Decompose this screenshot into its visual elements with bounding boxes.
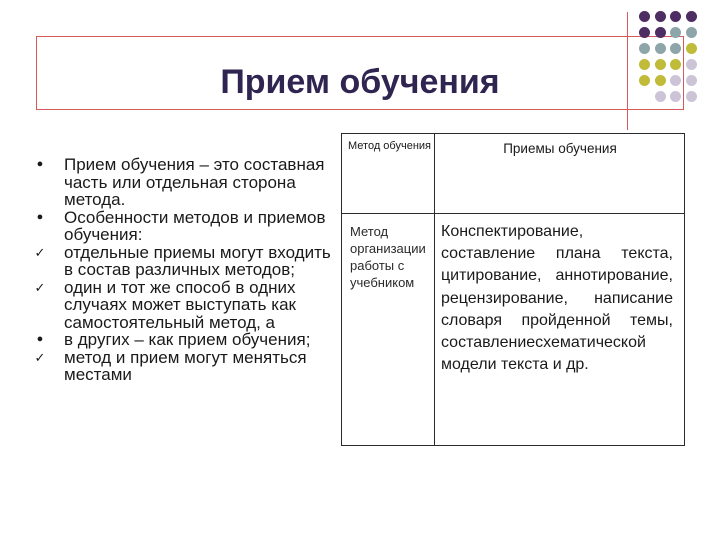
decorative-dot (639, 11, 650, 22)
checkmark-icon: ✓ (34, 349, 46, 365)
bullet-text: Особенности методов и приемов обучения: (64, 207, 326, 244)
decorative-dot (655, 91, 666, 102)
bullet-text: в других – как прием обучения; (64, 330, 311, 349)
decorative-dot (639, 59, 650, 70)
decorative-dot (670, 75, 681, 86)
table-column-divider (434, 134, 435, 445)
bullet-list (32, 156, 338, 384)
decorative-dot (655, 27, 666, 38)
decorative-dot (655, 75, 666, 86)
decorative-dot (655, 11, 666, 22)
bullet-dot-icon: ● (36, 158, 44, 170)
bullet-item (32, 349, 338, 384)
decorative-dot (655, 43, 666, 54)
table-row-divider (342, 213, 684, 214)
bullet-item (32, 156, 338, 209)
methods-table (341, 133, 685, 446)
decorative-dot (670, 43, 681, 54)
bullet-text: один и тот же способ в одних случаях может выступать как самостоятельный метод, а (64, 277, 296, 332)
table-cell-method: Метод организации работы с учебником (350, 224, 426, 290)
decorative-dot (639, 43, 650, 54)
decorative-dot (670, 91, 681, 102)
decorative-dot (670, 59, 681, 70)
decorative-dot (639, 75, 650, 86)
slide-title: Прием обучения (220, 63, 500, 101)
decorative-dot (670, 27, 681, 38)
bullet-item (32, 331, 338, 349)
table-header-techniques: Приемы обучения (503, 141, 617, 156)
bullet-text: Прием обучения – это составная часть или отдельная сторона метода. (64, 155, 325, 209)
decorative-dot (686, 11, 697, 22)
decorative-dot (655, 59, 666, 70)
checkmark-icon: ✓ (34, 279, 46, 295)
bullet-text: метод и прием могут меняться местами (64, 347, 307, 384)
table-cell-techniques: Конспектирование, составление плана текста, цитирование, аннотирование, рецензирование, написание словаря пройденной темы, составлениесхематической модели текста и др. (441, 223, 673, 374)
checkmark-icon: ✓ (34, 244, 46, 260)
decorative-dot (686, 59, 697, 70)
decorative-dot (686, 27, 697, 38)
bullet-item (32, 244, 338, 279)
decorative-dot (686, 43, 697, 54)
bullet-item (32, 209, 338, 244)
decorative-dot-grid (639, 11, 719, 111)
table-header-method: Метод обучения (348, 140, 432, 152)
bullet-dot-icon: ● (36, 210, 44, 223)
bullet-dot-icon: ● (36, 333, 44, 345)
bullet-text: отдельные приемы могут входить в состав различных методов; (64, 242, 331, 279)
decorative-dot (686, 75, 697, 86)
bullet-item (32, 279, 338, 332)
decorative-dot (670, 11, 681, 22)
decorative-dot (686, 91, 697, 102)
decorative-dot (639, 27, 650, 38)
